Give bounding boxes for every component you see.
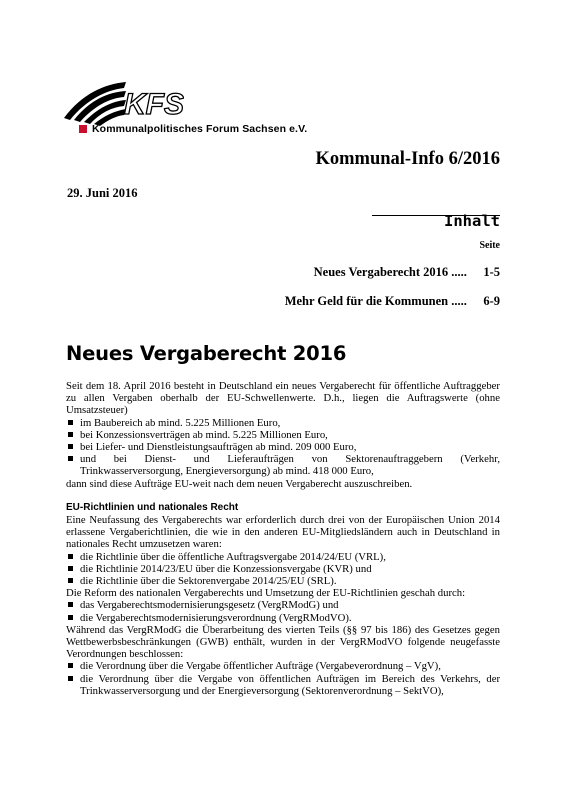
logo-square xyxy=(79,125,87,133)
toc-item-label: Neues Vergaberecht 2016 ..... xyxy=(313,265,467,279)
list-item: die Richtlinie über die Sektorenvergabe 2014/25/EU (SRL). xyxy=(66,575,500,587)
toc-item[interactable] xyxy=(285,294,500,309)
list-item: bei Liefer- und Dienstleistungsaufträgen ab mind. 209 000 Euro, xyxy=(66,441,500,453)
regulations-list xyxy=(66,660,500,697)
section-paragraph: Eine Neufassung des Vergaberechts war erforderlich durch drei von der Europäischen Union 2014 erlassene Vergaberichtlinien, die wie in den anderen EU-Mitgliedsländern auch in Deutschland in nationales Recht umzusetzen waren: xyxy=(66,514,500,551)
info-title: Kommunal-Info 6/2016 xyxy=(315,149,500,169)
list-item: bei Konzessionsverträgen ab mind. 5.225 Millionen Euro, xyxy=(66,429,500,441)
kfs-logo xyxy=(64,74,184,126)
toc-page-label: Seite xyxy=(479,240,500,251)
list-item: und bei Dienst- und Lieferaufträgen von Sektorenauftraggebern (Verkehr, Trinkwasserversorgung, Energieversorgung) ab mind. 418 000 Euro, xyxy=(66,453,500,477)
intro-paragraph: Seit dem 18. April 2016 besteht in Deutschland ein neues Vergaberecht für öffentliche Auftraggeber zu allen Vergaben oberhalb der EU-Schwellenwerte. D.h., liegen die Auftragswerte (ohne Umsatzsteuer) xyxy=(66,380,500,417)
section-heading: EU-Richtlinien und nationales Recht xyxy=(66,501,239,513)
toc-item-pages: 6-9 xyxy=(483,294,500,308)
laws-list xyxy=(66,599,500,623)
toc-item-pages: 1-5 xyxy=(483,265,500,279)
toc-title: Inhalt xyxy=(444,212,500,230)
list-item: im Baubereich ab mind. 5.225 Millionen Euro, xyxy=(66,417,500,429)
toc-item[interactable] xyxy=(314,265,500,280)
thresholds-list xyxy=(66,417,500,478)
list-item: die Vergaberechtsmodernisierungsverordnung (VergRModVO). xyxy=(66,612,500,624)
intro-end-paragraph: dann sind diese Aufträge EU-weit nach dem neuen Vergaberecht auszuschreiben. xyxy=(66,477,413,490)
logo-text: KFS xyxy=(124,88,184,121)
directives-list xyxy=(66,551,500,588)
toc-item-label: Mehr Geld für die Kommunen ..... xyxy=(284,294,467,308)
reform-paragraph: Die Reform des nationalen Vergaberechts und Umsetzung der EU-Richtlinien geschah durch: xyxy=(66,587,466,600)
list-item: die Richtlinie über die öffentliche Auftragsvergabe 2014/24/EU (VRL), xyxy=(66,551,500,563)
list-item: das Vergaberechtsmodernisierungsgesetz (VergRModG) und xyxy=(66,599,500,611)
org-name: Kommunalpolitisches Forum Sachsen e.V. xyxy=(92,123,308,135)
toc-divider xyxy=(372,215,500,216)
list-item: die Verordnung über die Vergabe von öffentlichen Aufträgen im Bereich des Verkehrs, der Trinkwasserversorgung und der Energieversorgung (Sektorenverordnung – SektVO), xyxy=(66,673,500,697)
issue-date: 29. Juni 2016 xyxy=(67,186,138,200)
list-item: die Richtlinie 2014/23/EU über die Konzessionsvergabe (KVR) und xyxy=(66,563,500,575)
article-body xyxy=(66,380,500,697)
overhaul-paragraph: Während das VergRModG die Überarbeitung des vierten Teils (§§ 97 bis 186) des Gesetzes gegen Wettbewerbsbeschränkungen (GWB) enthält, wurden in der VergRModVO folgende neugefasste Verordnungen beschlossen: xyxy=(66,623,500,661)
list-item: die Verordnung über die Vergabe öffentlicher Aufträge (Vergabeverordnung – VgV), xyxy=(66,660,500,672)
article-title: Neues Vergaberecht 2016 xyxy=(66,342,347,365)
